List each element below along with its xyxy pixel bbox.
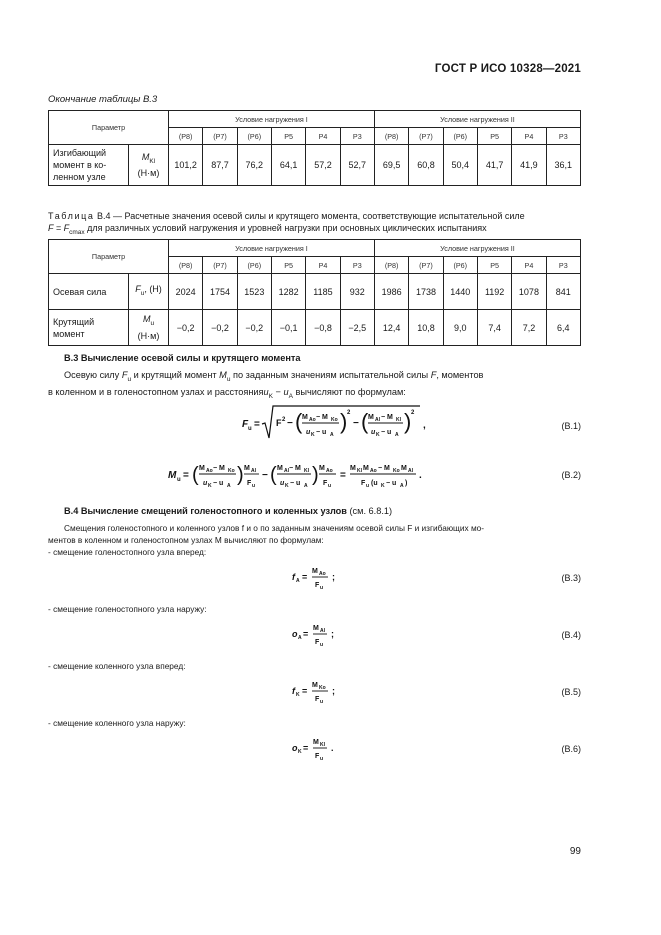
formula-b3 bbox=[290, 563, 350, 595]
svg-text:u: u bbox=[320, 699, 324, 705]
svg-text:(: ( bbox=[361, 409, 369, 434]
svg-text:− u: − u bbox=[316, 429, 327, 436]
row-unit: $M_{Kl}$ (Н·м) bbox=[129, 145, 169, 186]
svg-text:Ko: Ko bbox=[393, 468, 400, 474]
svg-text:Ao: Ao bbox=[319, 571, 326, 577]
col-header: (P6) bbox=[237, 128, 271, 145]
col-header: P4 bbox=[306, 128, 340, 145]
svg-text:M: M bbox=[244, 465, 250, 472]
svg-text:K: K bbox=[285, 483, 289, 489]
cell: −2,5 bbox=[340, 310, 374, 346]
svg-text:M: M bbox=[350, 465, 356, 472]
formula-b2 bbox=[166, 456, 466, 496]
cell: 1523 bbox=[237, 274, 271, 310]
svg-text:A: A bbox=[330, 432, 334, 438]
col-header: P5 bbox=[271, 257, 305, 274]
formula-b1 bbox=[240, 402, 430, 444]
svg-text:): ) bbox=[312, 464, 319, 486]
svg-text:u: u bbox=[177, 477, 181, 483]
svg-text:Kl: Kl bbox=[396, 417, 401, 423]
svg-text:Al: Al bbox=[408, 468, 413, 474]
cell: 50,4 bbox=[443, 145, 477, 186]
svg-text:(u: (u bbox=[371, 480, 378, 487]
cell: 76,2 bbox=[237, 145, 271, 186]
svg-text:K: K bbox=[311, 432, 315, 438]
svg-text:M: M bbox=[302, 414, 308, 421]
svg-text:Al: Al bbox=[320, 628, 325, 634]
load-condition-1: Условие нагружения I bbox=[169, 240, 375, 257]
cell: 12,4 bbox=[374, 310, 408, 346]
svg-text:M: M bbox=[277, 465, 283, 472]
svg-text:Kl: Kl bbox=[304, 468, 309, 474]
svg-text:u: u bbox=[306, 429, 311, 436]
col-header: P4 bbox=[512, 257, 546, 274]
load-condition-1: Условие нагружения I bbox=[169, 111, 375, 128]
svg-text:,: , bbox=[423, 420, 426, 431]
svg-text:−: − bbox=[262, 470, 268, 481]
svg-text:− u: − u bbox=[213, 480, 224, 487]
col-header: P3 bbox=[546, 257, 580, 274]
col-header: (P8) bbox=[169, 257, 203, 274]
svg-text:F: F bbox=[315, 753, 320, 760]
section-b4-title: В.4 Вычисление смещений голеностопного и коленных узлов (см. 6.8.1) bbox=[64, 506, 393, 516]
cell: 1282 bbox=[271, 274, 305, 310]
cell: 10,8 bbox=[409, 310, 443, 346]
svg-text:Ao: Ao bbox=[370, 468, 377, 474]
row-unit: $M_u$ (Н·м) bbox=[129, 310, 169, 346]
svg-text:u: u bbox=[252, 483, 256, 489]
svg-text:− u: − u bbox=[290, 480, 301, 487]
svg-text:u: u bbox=[248, 426, 252, 432]
svg-text:F: F bbox=[323, 480, 328, 487]
row-name: Крутящий момент bbox=[49, 310, 129, 346]
col-header: (P8) bbox=[374, 128, 408, 145]
cell: −0,1 bbox=[271, 310, 305, 346]
svg-text:Ao: Ao bbox=[206, 468, 213, 474]
svg-text:o: o bbox=[292, 743, 298, 753]
cell: 101,2 bbox=[169, 145, 203, 186]
table-row bbox=[49, 274, 581, 310]
cell: 69,5 bbox=[374, 145, 408, 186]
table-b4-caption: Таблица В.4 — Расчетные значения осевой силы и крутящего момента, соответствующие испытательной силе $F = F_{cmax}$ для различных условий нагружения и уровней нагрузки при основных циклических испытаниях bbox=[48, 211, 525, 236]
eq-number: (В.5) bbox=[561, 687, 581, 697]
table-b3-end-caption: Окончание таблицы В.3 bbox=[48, 94, 158, 105]
svg-text:Al: Al bbox=[284, 468, 289, 474]
svg-text:F: F bbox=[247, 480, 252, 487]
cell: 41,9 bbox=[512, 145, 546, 186]
svg-text:− M: − M bbox=[213, 465, 225, 472]
col-header: P4 bbox=[306, 257, 340, 274]
col-header: P5 bbox=[477, 128, 511, 145]
svg-text:u: u bbox=[320, 585, 324, 591]
cell: −0,8 bbox=[306, 310, 340, 346]
eq-number: (В.3) bbox=[561, 573, 581, 583]
svg-text:;: ; bbox=[332, 686, 335, 696]
col-header: (P7) bbox=[409, 257, 443, 274]
list-item: - смещение голеностопного узла наружу: bbox=[48, 604, 207, 614]
svg-text:K: K bbox=[296, 692, 300, 698]
row-name: Осевая сила bbox=[49, 274, 129, 310]
table-b4 bbox=[48, 239, 581, 346]
document-header: ГОСТ Р ИСО 10328—2021 bbox=[434, 63, 581, 75]
svg-text:2: 2 bbox=[347, 410, 351, 416]
list-item: - смещение коленного узла вперед: bbox=[48, 661, 186, 671]
svg-text:(: ( bbox=[270, 464, 277, 486]
page-number: 99 bbox=[569, 846, 581, 857]
svg-text:Ko: Ko bbox=[228, 468, 235, 474]
cell: 1754 bbox=[203, 274, 237, 310]
svg-text:−: − bbox=[353, 418, 359, 429]
svg-text:f: f bbox=[292, 686, 295, 696]
col-header: (P8) bbox=[169, 128, 203, 145]
svg-text:u: u bbox=[280, 480, 285, 487]
formula-b4 bbox=[290, 620, 350, 652]
formula-b6 bbox=[290, 734, 350, 766]
cell: 52,7 bbox=[340, 145, 374, 186]
table-b3-end bbox=[48, 110, 581, 186]
svg-text:K: K bbox=[298, 749, 302, 755]
svg-text:u: u bbox=[328, 483, 332, 489]
param-header: Параметр bbox=[49, 111, 169, 145]
cell: 36,1 bbox=[546, 145, 580, 186]
col-header: (P6) bbox=[443, 257, 477, 274]
cell: 7,2 bbox=[512, 310, 546, 346]
svg-text:M: M bbox=[199, 465, 205, 472]
svg-text:;: ; bbox=[332, 572, 335, 582]
row-name: Изгибающий момент в ко-ленном узле bbox=[49, 145, 129, 186]
cell: 41,7 bbox=[477, 145, 511, 186]
svg-text:− u: − u bbox=[386, 480, 397, 487]
svg-text:A: A bbox=[298, 635, 302, 641]
svg-text:F: F bbox=[276, 418, 282, 428]
svg-text:o: o bbox=[292, 629, 298, 639]
cell: 60,8 bbox=[409, 145, 443, 186]
col-header: (P7) bbox=[203, 257, 237, 274]
table-row bbox=[49, 145, 581, 186]
svg-text:Al: Al bbox=[251, 468, 256, 474]
svg-text:M: M bbox=[168, 470, 177, 481]
section-b3-title: В.3 Вычисление осевой силы и крутящего момента bbox=[64, 353, 301, 363]
svg-text:=: = bbox=[303, 629, 309, 639]
svg-text:(: ( bbox=[192, 464, 199, 486]
svg-text:=: = bbox=[183, 470, 189, 481]
svg-text:M: M bbox=[313, 739, 319, 746]
svg-text:A: A bbox=[395, 432, 399, 438]
svg-text:;: ; bbox=[331, 629, 334, 639]
svg-text:u: u bbox=[371, 429, 376, 436]
row-unit: $F_u$, (Н) bbox=[129, 274, 169, 310]
svg-text:A: A bbox=[296, 578, 300, 584]
cell: 841 bbox=[546, 274, 580, 310]
svg-text:2: 2 bbox=[282, 417, 286, 423]
cell: 57,2 bbox=[306, 145, 340, 186]
svg-text:M: M bbox=[313, 625, 319, 632]
col-header: (P7) bbox=[203, 128, 237, 145]
svg-text:− M: − M bbox=[378, 465, 390, 472]
svg-text:F: F bbox=[315, 639, 320, 646]
col-header: P5 bbox=[477, 257, 511, 274]
load-condition-2: Условие нагружения II bbox=[374, 111, 580, 128]
svg-text:A: A bbox=[227, 483, 231, 489]
svg-text:Ko: Ko bbox=[319, 685, 326, 691]
svg-text:Ko: Ko bbox=[331, 417, 338, 423]
svg-text:Kl: Kl bbox=[357, 468, 362, 474]
svg-text:u: u bbox=[366, 483, 370, 489]
col-header: (P7) bbox=[409, 128, 443, 145]
cell: 2024 bbox=[169, 274, 203, 310]
eq-number: (В.2) bbox=[561, 470, 581, 480]
section-b3-paragraph: Осевую силу $F_u$ и крутящий момент $M_u$ по заданным значениям испытательной силы F, моментов в коленном и в голеностопном узлах и расстоянияu$_K$ − $u_A$ вычисляют по формулам: bbox=[48, 370, 484, 400]
col-header: (P6) bbox=[443, 128, 477, 145]
svg-text:=: = bbox=[302, 686, 308, 696]
col-header: P4 bbox=[512, 128, 546, 145]
section-b4-paragraph: Смещения голеностопного и коленного узлов f и o по заданным значениям осевой силы F и изгибающих мо- ментов в коленном и голеностопном узлах М вычисляют по формулам: bbox=[48, 523, 485, 545]
cell: 932 bbox=[340, 274, 374, 310]
param-header: Параметр bbox=[49, 240, 169, 274]
formula-b5 bbox=[290, 677, 350, 709]
table-row bbox=[49, 310, 581, 346]
cell: 7,4 bbox=[477, 310, 511, 346]
svg-text:): ) bbox=[340, 409, 348, 434]
svg-text:u: u bbox=[203, 480, 208, 487]
svg-text:−: − bbox=[287, 418, 293, 429]
svg-text:=: = bbox=[303, 743, 309, 753]
cell: −0,2 bbox=[203, 310, 237, 346]
col-header: (P6) bbox=[237, 257, 271, 274]
cell: 64,1 bbox=[271, 145, 305, 186]
eq-number: (В.1) bbox=[561, 421, 581, 431]
cell: 1986 bbox=[374, 274, 408, 310]
col-header: P3 bbox=[340, 128, 374, 145]
eq-number: (В.4) bbox=[561, 630, 581, 640]
svg-text:− M: − M bbox=[289, 465, 301, 472]
cell: 87,7 bbox=[203, 145, 237, 186]
svg-text:F: F bbox=[361, 480, 366, 487]
svg-text:): ) bbox=[404, 409, 412, 434]
list-item: - смещение коленного узла наружу: bbox=[48, 718, 186, 728]
svg-text:K: K bbox=[376, 432, 380, 438]
col-header: P3 bbox=[340, 257, 374, 274]
svg-text:F: F bbox=[315, 582, 320, 589]
load-condition-2: Условие нагружения II bbox=[374, 240, 580, 257]
svg-text:.: . bbox=[419, 470, 422, 481]
svg-text:− M: − M bbox=[381, 414, 393, 421]
svg-text:=: = bbox=[302, 572, 308, 582]
cell: 1440 bbox=[443, 274, 477, 310]
col-header: P5 bbox=[271, 128, 305, 145]
svg-text:=: = bbox=[254, 419, 260, 430]
svg-text:2: 2 bbox=[411, 410, 415, 416]
svg-text:u: u bbox=[320, 642, 324, 648]
svg-text:Al: Al bbox=[375, 417, 380, 423]
svg-text:M: M bbox=[363, 465, 369, 472]
cell: −0,2 bbox=[169, 310, 203, 346]
svg-text:A: A bbox=[304, 483, 308, 489]
svg-text:− u: − u bbox=[381, 429, 392, 436]
cell: 1192 bbox=[477, 274, 511, 310]
svg-text:Ao: Ao bbox=[309, 417, 316, 423]
cell: 1078 bbox=[512, 274, 546, 310]
svg-text:Kl: Kl bbox=[320, 742, 325, 748]
svg-text:): ) bbox=[405, 480, 408, 487]
svg-text:M: M bbox=[312, 568, 318, 575]
svg-text:(: ( bbox=[295, 409, 303, 434]
svg-text:− M: − M bbox=[316, 414, 328, 421]
svg-text:Ao: Ao bbox=[326, 468, 333, 474]
svg-text:f: f bbox=[292, 572, 295, 582]
svg-text:K: K bbox=[208, 483, 212, 489]
cell: 6,4 bbox=[546, 310, 580, 346]
svg-text:M: M bbox=[319, 465, 325, 472]
svg-text:K: K bbox=[381, 483, 385, 489]
svg-text:u: u bbox=[320, 756, 324, 762]
cell: −0,2 bbox=[237, 310, 271, 346]
svg-text:F: F bbox=[315, 696, 320, 703]
svg-text:.: . bbox=[331, 743, 334, 753]
svg-text:=: = bbox=[340, 470, 346, 481]
svg-text:M: M bbox=[401, 465, 407, 472]
cell: 1738 bbox=[409, 274, 443, 310]
list-item: - смещение голеностопного узла вперед: bbox=[48, 547, 207, 557]
svg-text:M: M bbox=[312, 682, 318, 689]
svg-text:): ) bbox=[237, 464, 244, 486]
svg-text:F: F bbox=[242, 419, 249, 430]
eq-number: (В.6) bbox=[561, 744, 581, 754]
svg-text:M: M bbox=[368, 414, 374, 421]
svg-text:A: A bbox=[400, 483, 404, 489]
col-header: (P8) bbox=[374, 257, 408, 274]
cell: 1185 bbox=[306, 274, 340, 310]
cell: 9,0 bbox=[443, 310, 477, 346]
col-header: P3 bbox=[546, 128, 580, 145]
